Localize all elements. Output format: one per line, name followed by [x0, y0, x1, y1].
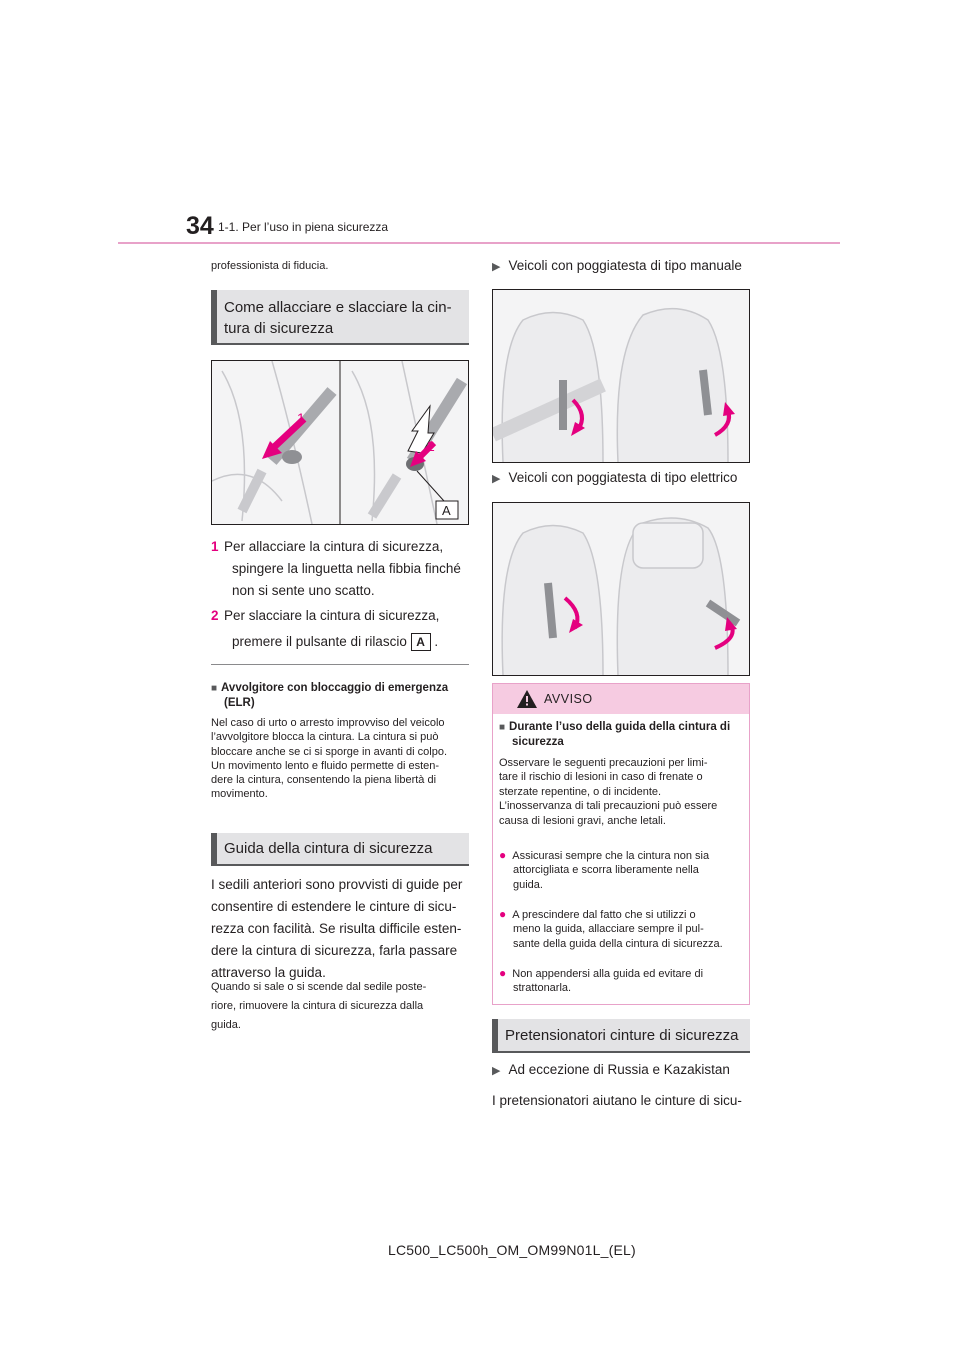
guide-note-line: guida. [211, 1019, 241, 1031]
triangle-bullet-icon: ▶ [492, 1065, 501, 1077]
elr-title-line-1: Avvolgitore con bloccaggio di emergenza [221, 682, 449, 694]
warning-subtitle [499, 720, 747, 749]
figure-label-a: A [442, 503, 451, 518]
buckle-illustration [212, 361, 468, 524]
figure-buckle [211, 360, 469, 525]
warning-intro-line: causa di lesioni gravi, anche letali. [499, 814, 666, 827]
warning-subtitle-line-2: sicurezza [512, 736, 564, 748]
bullet-dot-icon: ● [499, 848, 507, 862]
figure-label-2: 2 [427, 438, 435, 454]
elr-line: dere la cintura, consentendo la piena libertà di [211, 774, 437, 787]
step-2-line-2: premere il pulsante di rilascio [232, 634, 407, 649]
warning-bullet-3: ● Non appendersi alla guida ed evitare di strattonarla. [499, 966, 704, 995]
heading-belt-guide: Guida della cintura di sicurezza [211, 833, 469, 866]
electric-headrest-illustration [493, 503, 749, 675]
step-2-number: 2 [211, 608, 219, 623]
guide-line: dere la cintura di sicurezza, farla passare [211, 943, 458, 958]
guide-note-line: Quando si sale o si scende dal sedile poste- [211, 981, 427, 993]
elr-line: Un movimento lento e fluido permette di esten- [211, 759, 440, 772]
elr-line: movimento. [211, 788, 268, 801]
warning-intro-line: sterzate repentine, o di incidente. [499, 785, 662, 798]
step-1-line-2: spingere la linguetta nella fibbia finché [232, 561, 461, 576]
figure-manual-headrest [492, 289, 750, 463]
header-rule [118, 242, 840, 244]
warning-subtitle-line-1: Durante l’uso della guida della cintura di [509, 721, 731, 733]
elr-line: l’avvolgitore blocca la cintura. La cintura si può [211, 731, 439, 744]
manual-headrest-illustration [493, 290, 749, 462]
guide-line: consentire di estendere le cinture di sicu- [211, 899, 457, 914]
bullet-dot-icon: ● [499, 966, 507, 980]
page-number: 34 [186, 212, 214, 240]
guide-note [211, 978, 475, 1035]
elr-text [211, 716, 473, 802]
step-1-line-3: non si sente uno scatto. [232, 583, 375, 598]
step-1-number: 1 [211, 539, 219, 554]
step-1 [211, 536, 471, 602]
figure-electric-headrest [492, 502, 750, 676]
warning-intro-line: tare il rischio di lesioni in caso di frenate o [499, 771, 703, 784]
step-2-tail: . [434, 634, 439, 649]
manual-headrest-label: ▶ Veicoli con poggiatesta di tipo manuale [492, 258, 742, 273]
release-button-label: A [411, 633, 431, 651]
elr-title [211, 681, 473, 710]
warning-bullet-2: ● A prescindere dal fatto che si utilizzi o meno la guida, allacciare sempre il pul- sante della guida della cintura di sicurezza. [499, 907, 723, 950]
square-bullet-icon: ■ [499, 722, 506, 733]
elr-line: bloccare anche se ci si sporge in avanti di colpo. [211, 745, 448, 758]
divider [211, 664, 469, 665]
warning-intro [499, 756, 749, 828]
warning-box [492, 683, 750, 1005]
warning-intro-line: Osservare le seguenti precauzioni per limi- [499, 757, 708, 769]
warning-triangle-icon [517, 690, 537, 708]
footer-code: LC500_LC500h_OM_OM99N01L_(EL) [388, 1242, 636, 1258]
russia-label: ▶ Ad eccezione di Russia e Kazakistan [492, 1062, 730, 1077]
triangle-bullet-icon: ▶ [492, 261, 501, 273]
figure-label-1: 1 [297, 410, 305, 426]
bullet-dot-icon: ● [499, 907, 507, 921]
triangle-bullet-icon: ▶ [492, 473, 501, 485]
guide-line: rezza con facilità. Se risulta difficile esten- [211, 921, 462, 936]
warning-title: AVVISO [544, 692, 593, 706]
warning-header [493, 684, 749, 714]
pretension-text: I pretensionatori aiutano le cinture di sicu- [492, 1093, 742, 1108]
step-2-line-1: Per slacciare la cintura di sicurezza, [224, 608, 440, 623]
square-bullet-icon: ■ [211, 683, 218, 694]
heading-line-2: tura di sicurezza [224, 320, 334, 337]
step-1-line-1: Per allacciare la cintura di sicurezza, [224, 539, 444, 554]
heading-pretensioners: Pretensionatori cinture di sicurezza [492, 1019, 750, 1053]
guide-line: attraverso la guida. [211, 965, 326, 980]
heading-fasten-unfasten [211, 290, 469, 345]
guide-text [211, 874, 475, 984]
electric-headrest-label: ▶ Veicoli con poggiatesta di tipo elettrico [492, 470, 738, 485]
warning-bullet-1: ● Assicurasi sempre che la cintura non sia attorcigliata e scorra liberamente nella guida. [499, 848, 710, 891]
warning-intro-line: L’inosservanza di tali precauzioni può essere [499, 800, 718, 813]
section-title: 1-1. Per l’uso in piena sicurezza [218, 220, 389, 234]
heading-line-1: Come allacciare e slacciare la cin- [224, 299, 452, 316]
elr-line: Nel caso di urto o arresto improvviso del veicolo [211, 717, 445, 729]
intro-text: professionista di fiducia. [211, 260, 329, 272]
guide-note-line: riore, rimuovere la cintura di sicurezza dalla [211, 1000, 424, 1012]
guide-line: I sedili anteriori sono provvisti di guide per [211, 877, 463, 892]
step-2 [211, 605, 471, 653]
elr-title-line-2: (ELR) [224, 697, 255, 709]
